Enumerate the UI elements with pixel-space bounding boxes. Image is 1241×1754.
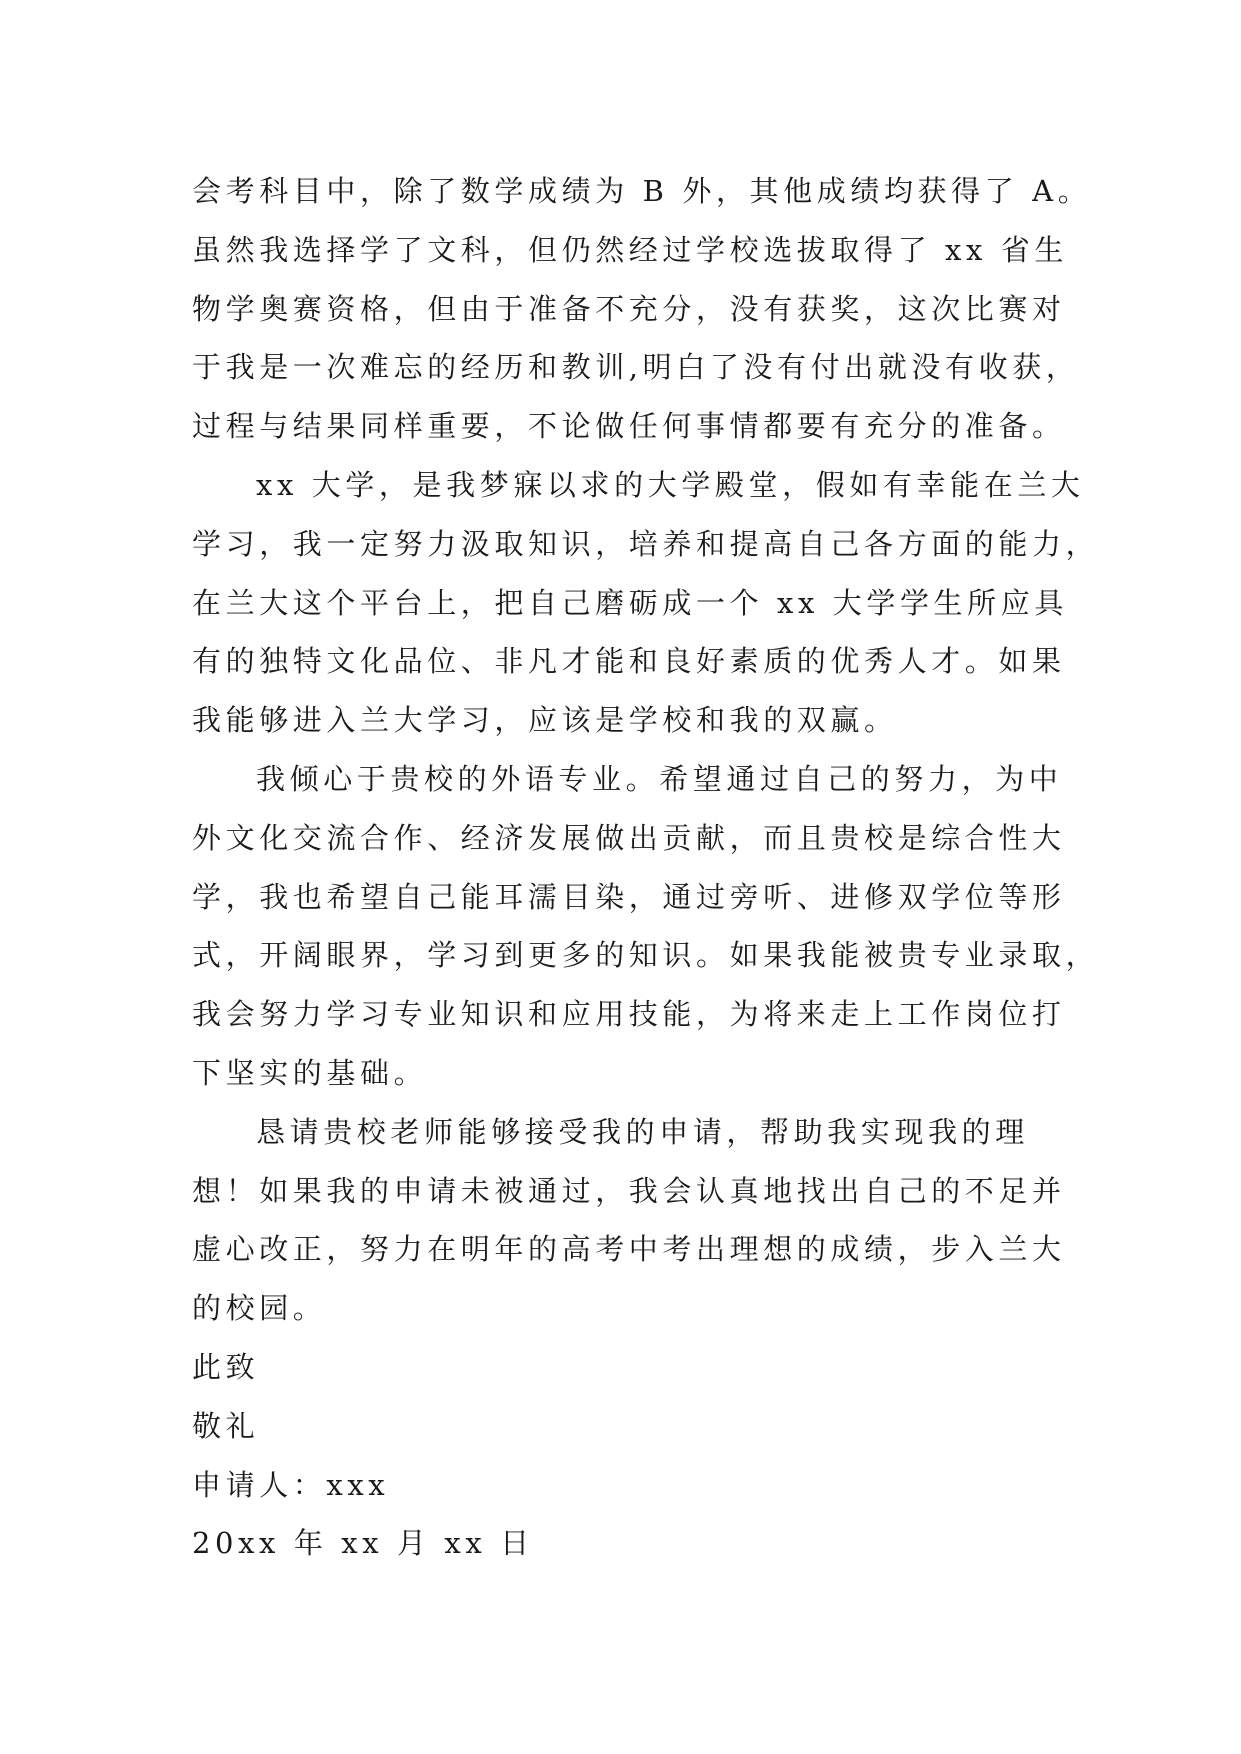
closing-regards: 敬礼 bbox=[192, 1408, 260, 1443]
letter-date: 20xx 年 xx 月 xx 日 bbox=[192, 1526, 534, 1561]
text-line: 在兰大这个平台上，把自己磨砺成一个 xx 大学学生所应具 bbox=[192, 585, 1068, 620]
text-line: 下坚实的基础。 bbox=[192, 1055, 428, 1090]
text-line: 想！如果我的申请未被通过，我会认真地找出自己的不足并 bbox=[192, 1173, 1066, 1208]
applicant-signature: 申请人：xxx bbox=[192, 1467, 390, 1502]
text-line: 我会努力学习专业知识和应用技能，为将来走上工作岗位打 bbox=[192, 997, 1066, 1032]
paragraph-first-line: 我倾心于贵校的外语专业。希望通过自己的努力，为中 bbox=[256, 761, 1063, 796]
text-line: 外文化交流合作、经济发展做出贡献，而且贵校是综合性大 bbox=[192, 820, 1066, 855]
text-line: 虽然我选择学了文科，但仍然经过学校选拔取得了 xx 省生 bbox=[192, 232, 1068, 267]
closing-salutation: 此致 bbox=[192, 1349, 260, 1384]
text-line: 虚心改正，努力在明年的高考中考出理想的成绩，步入兰大 bbox=[192, 1232, 1066, 1267]
text-line: 的校园。 bbox=[192, 1291, 327, 1326]
text-line: 过程与结果同样重要，不论做任何事情都要有充分的准备。 bbox=[192, 409, 1066, 444]
text-line: 会考科目中，除了数学成绩为 B 外，其他成绩均获得了 A。 bbox=[192, 174, 1092, 208]
letter-body bbox=[192, 162, 1100, 1573]
text-line: 于我是一次难忘的经历和教训,明白了没有付出就没有收获， bbox=[192, 350, 1080, 385]
text-line: 学，我也希望自己能耳濡目染，通过旁听、进修双学位等形 bbox=[192, 879, 1066, 914]
text-line: 物学奥赛资格，但由于准备不充分，没有获奖，这次比赛对 bbox=[192, 291, 1066, 326]
text-line: 我能够进入兰大学习，应该是学校和我的双赢。 bbox=[192, 703, 898, 738]
paragraph-first-line: xx 大学，是我梦寐以求的大学殿堂，假如有幸能在兰大 bbox=[256, 467, 1085, 502]
text-line: 式，开阔眼界，学习到更多的知识。如果我能被贵专业录取， bbox=[192, 938, 1100, 973]
text-line: 有的独特文化品位、非凡才能和良好素质的优秀人才。如果 bbox=[192, 644, 1066, 679]
text-line: 学习，我一定努力汲取知识，培养和提高自己各方面的能力， bbox=[192, 526, 1100, 561]
paragraph-first-line: 恳请贵校老师能够接受我的申请，帮助我实现我的理 bbox=[256, 1114, 1029, 1149]
